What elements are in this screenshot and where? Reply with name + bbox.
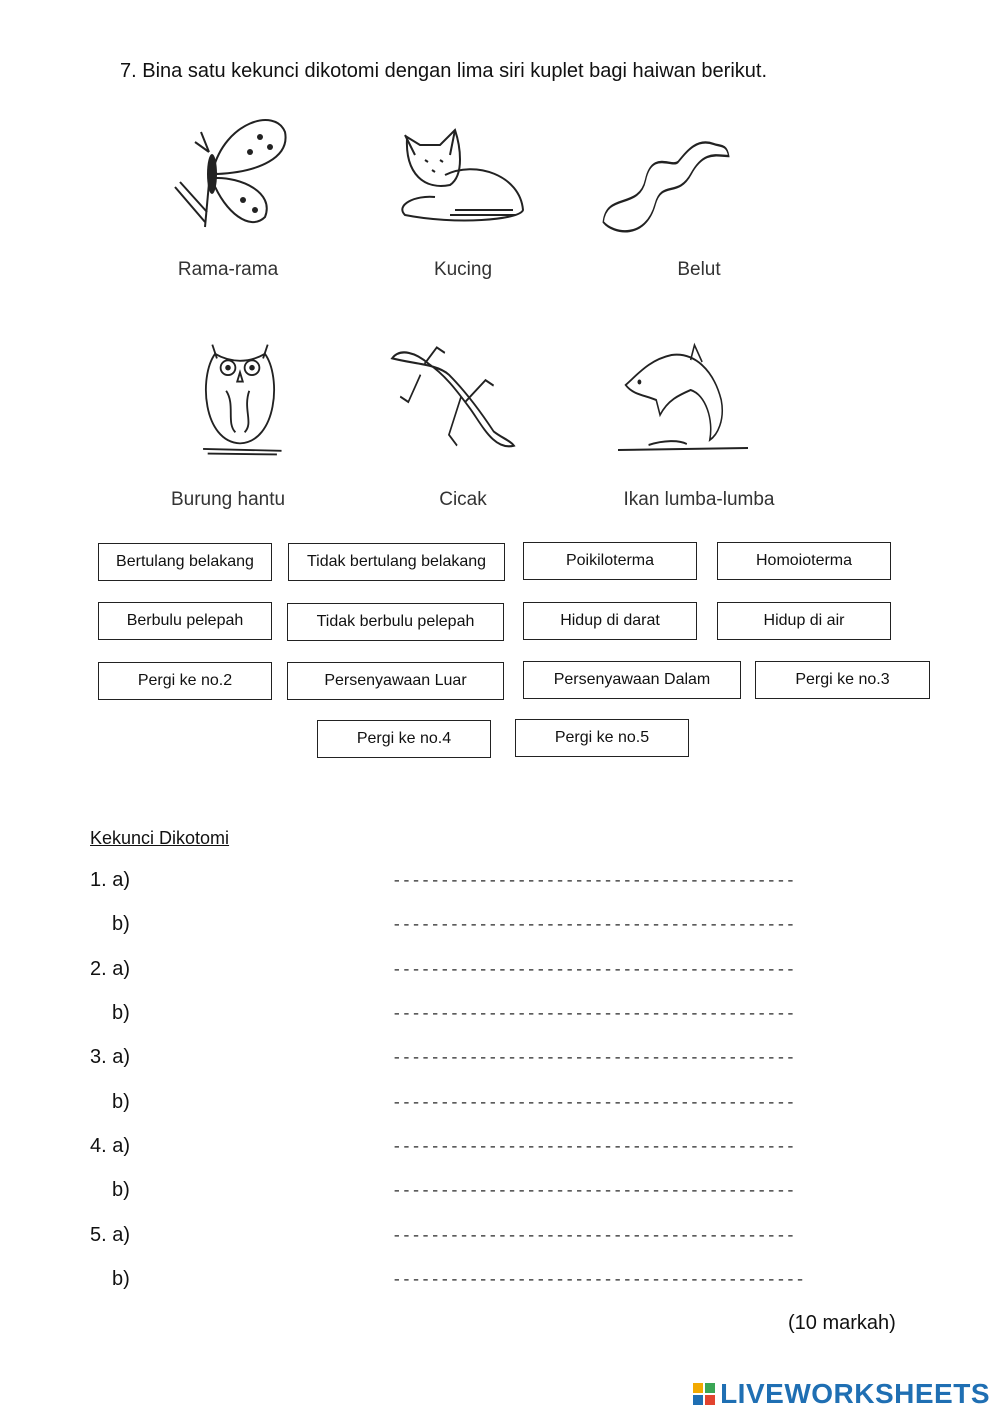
option-tidak-berbulu-pelepah[interactable]: Tidak berbulu pelepah xyxy=(287,603,504,641)
animal-label-cicak: Cicak xyxy=(439,489,487,510)
liveworksheets-logo-icon xyxy=(692,1382,716,1406)
answer-slot-1a[interactable]: ------------------------------------------ xyxy=(392,872,796,890)
butterfly-icon xyxy=(165,112,295,232)
row-label-5b: b) xyxy=(112,1268,130,1290)
cat-icon xyxy=(395,115,525,235)
option-hidup-di-darat[interactable]: Hidup di darat xyxy=(523,602,697,640)
answer-slot-2a[interactable]: ------------------------------------------ xyxy=(392,961,796,979)
row-label-4b: b) xyxy=(112,1179,130,1201)
answer-slot-4b[interactable]: ------------------------------------------ xyxy=(392,1182,796,1200)
marks-label: (10 markah) xyxy=(788,1312,896,1334)
option-pergi-ke-no3[interactable]: Pergi ke no.3 xyxy=(755,661,930,699)
owl-icon xyxy=(175,340,305,460)
option-berbulu-pelepah[interactable]: Berbulu pelepah xyxy=(98,602,272,640)
option-poikiloterma[interactable]: Poikiloterma xyxy=(523,542,697,580)
option-bertulang-belakang[interactable]: Bertulang belakang xyxy=(98,543,272,581)
animal-label-belut: Belut xyxy=(677,259,721,280)
option-persenyawaan-dalam[interactable]: Persenyawaan Dalam xyxy=(523,661,741,699)
animal-label-kucing: Kucing xyxy=(433,259,493,280)
row-label-5a: 5. a) xyxy=(90,1224,131,1246)
key-title: Kekunci Dikotomi xyxy=(90,828,230,848)
option-pergi-ke-no4[interactable]: Pergi ke no.4 xyxy=(317,720,491,758)
animal-label-ikan-lumba-lumba: Ikan lumba-lumba xyxy=(623,489,775,510)
option-hidup-di-air[interactable]: Hidup di air xyxy=(717,602,891,640)
brand-text: LIVEWORKSHEETS xyxy=(720,1378,990,1409)
eel-icon xyxy=(600,120,730,240)
row-label-3a: 3. a) xyxy=(90,1046,131,1068)
answer-slot-3b[interactable]: ------------------------------------------ xyxy=(392,1094,796,1112)
row-label-2b: b) xyxy=(112,1002,130,1024)
dolphin-icon xyxy=(618,340,748,460)
row-label-4a: 4. a) xyxy=(90,1135,131,1157)
answer-slot-5a[interactable]: ------------------------------------------ xyxy=(392,1227,796,1245)
option-tidak-bertulang-belakang[interactable]: Tidak bertulang belakang xyxy=(288,543,505,581)
option-pergi-ke-no2[interactable]: Pergi ke no.2 xyxy=(98,662,272,700)
row-label-3b: b) xyxy=(112,1091,130,1113)
lizard-icon xyxy=(388,342,518,462)
row-label-2a: 2. a) xyxy=(90,958,131,980)
animal-label-rama-rama: Rama-rama xyxy=(177,259,279,280)
answer-slot-2b[interactable]: ------------------------------------------ xyxy=(392,1005,796,1023)
animal-label-burung-hantu: Burung hantu xyxy=(170,489,286,510)
brand-logo xyxy=(692,1378,990,1410)
answer-slot-1b[interactable]: ------------------------------------------ xyxy=(392,916,796,934)
row-label-1a: 1. a) xyxy=(90,869,131,891)
question-text: 7. Bina satu kekunci dikotomi dengan lima siri kuplet bagi haiwan berikut. xyxy=(120,60,768,82)
answer-slot-5b[interactable]: ------------------------------------------- xyxy=(392,1271,805,1289)
option-persenyawaan-luar[interactable]: Persenyawaan Luar xyxy=(287,662,504,700)
option-pergi-ke-no5[interactable]: Pergi ke no.5 xyxy=(515,719,689,757)
answer-slot-4a[interactable]: ------------------------------------------ xyxy=(392,1138,796,1156)
option-homoioterma[interactable]: Homoioterma xyxy=(717,542,891,580)
answer-slot-3a[interactable]: ------------------------------------------ xyxy=(392,1049,796,1067)
row-label-1b: b) xyxy=(112,913,130,935)
